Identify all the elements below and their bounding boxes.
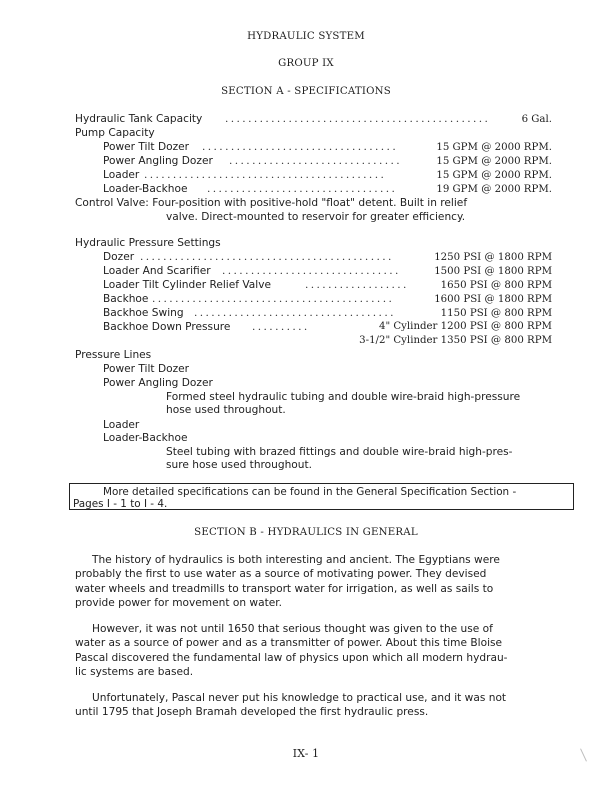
paragraph-line: water wheels and treadmills to transport water for irrigation, as well as sails to bbox=[75, 582, 494, 595]
pressure-lines-item: Power Angling Dozer bbox=[103, 377, 213, 389]
pump-item-value: 15 GPM @ 2000 RPM. bbox=[436, 156, 552, 167]
pump-item-value: 19 GPM @ 2000 RPM. bbox=[436, 184, 552, 195]
pressure-item-label: Loader And Scarifier bbox=[103, 265, 211, 277]
leader-dots: .............................................. bbox=[225, 113, 491, 125]
pump-capacity-label: Pump Capacity bbox=[75, 127, 155, 139]
paragraph-line: probably the first to use water as a source of motivating power. They devised bbox=[75, 568, 487, 581]
paragraph-line: provide power for movement on water. bbox=[75, 597, 282, 610]
pressure-item-value: 1500 PSI @ 1800 RPM bbox=[434, 266, 552, 277]
leader-dots: .................. bbox=[305, 279, 409, 291]
pressure-lines-desc: sure hose used throughout. bbox=[166, 459, 313, 471]
page-title: HYDRAULIC SYSTEM bbox=[247, 31, 365, 42]
pressure-item-value: 1250 PSI @ 1800 RPM bbox=[434, 252, 552, 263]
pressure-lines-desc: hose used throughout. bbox=[166, 404, 286, 416]
pump-item-label: Loader-Backhoe bbox=[103, 183, 188, 195]
pressure-item-label: Backhoe bbox=[103, 293, 149, 305]
tank-capacity-label: Hydraulic Tank Capacity bbox=[75, 113, 203, 125]
pressure-item-label: Backhoe Swing bbox=[103, 307, 184, 319]
specification-note-box bbox=[69, 483, 574, 510]
leader-dots: .......... bbox=[252, 321, 310, 333]
tank-capacity-value: 6 Gal. bbox=[521, 114, 552, 125]
pressure-item-value: 1650 PSI @ 800 RPM bbox=[440, 280, 552, 291]
control-valve-text-cont: valve. Direct-mounted to reservoir for greater efficiency. bbox=[166, 211, 466, 223]
note-text-pages: Pages I - 1 to I - 4. bbox=[73, 498, 168, 510]
leader-dots: ............................... bbox=[222, 265, 401, 277]
control-valve-text: Control Valve: Four-position with positive-hold "float" detent. Built in relief bbox=[75, 197, 468, 209]
paragraph-line: Unfortunately, Pascal never put his knowledge to practical use, and it was not bbox=[92, 692, 507, 704]
pump-item-label: Power Tilt Dozer bbox=[103, 141, 190, 153]
down-pressure-value: 3-1/2" Cylinder 1350 PSI @ 800 RPM bbox=[359, 335, 552, 346]
pump-item-value: 15 GPM @ 2000 RPM. bbox=[436, 170, 552, 181]
down-pressure-value: 4" Cylinder 1200 PSI @ 800 RPM bbox=[378, 321, 552, 332]
pump-item-value: 15 GPM @ 2000 RPM. bbox=[436, 142, 552, 153]
pressure-item-label: Loader Tilt Cylinder Relief Valve bbox=[103, 279, 271, 291]
page-number: IX- 1 bbox=[292, 747, 320, 760]
down-pressure-label: Backhoe Down Pressure bbox=[103, 321, 231, 333]
paragraph-line: However, it was not until 1650 that serious thought was given to the use of bbox=[92, 623, 493, 635]
leader-dots: ................................. bbox=[207, 183, 398, 195]
note-text: More detailed specifications can be found in the General Specification Section - bbox=[103, 486, 517, 498]
pressure-item-value: 1600 PSI @ 1800 RPM bbox=[434, 294, 552, 305]
paragraph-line: until 1795 that Joseph Bramah developed the first hydraulic press. bbox=[75, 706, 429, 719]
section-a-heading: SECTION A - SPECIFICATIONS bbox=[221, 86, 391, 97]
section-b-heading: SECTION B - HYDRAULICS IN GENERAL bbox=[194, 527, 418, 538]
leader-dots: .................................. bbox=[202, 141, 399, 153]
leader-dots: ............................................ bbox=[140, 251, 394, 263]
pressure-lines-desc: Steel tubing with brazed fittings and double wire-braid high-pres- bbox=[166, 446, 513, 458]
pressure-lines-label: Pressure Lines bbox=[75, 349, 152, 361]
pump-item-label: Loader bbox=[103, 169, 140, 181]
leader-dots: .......................................... bbox=[152, 293, 395, 305]
pressure-settings-label: Hydraulic Pressure Settings bbox=[75, 237, 221, 249]
paragraph-history bbox=[75, 553, 553, 611]
pressure-lines-item: Loader-Backhoe bbox=[103, 432, 188, 444]
paragraph-line: lic systems are based. bbox=[75, 666, 194, 679]
paragraph-bramah bbox=[75, 691, 553, 720]
pressure-item-value: 1150 PSI @ 800 RPM bbox=[440, 308, 552, 319]
pump-item-label: Power Angling Dozer bbox=[103, 155, 213, 167]
pressure-lines-desc: Formed steel hydraulic tubing and double wire-braid high-pressure bbox=[166, 391, 521, 403]
group-heading: GROUP IX bbox=[278, 58, 334, 69]
leader-dots: .............................. bbox=[229, 155, 403, 167]
paragraph-line: Pascal discovered the fundamental law of physics upon which all modern hydrau- bbox=[75, 651, 508, 664]
pressure-lines-item: Power Tilt Dozer bbox=[103, 363, 190, 375]
leader-dots: ................................... bbox=[194, 307, 396, 319]
paragraph-pascal bbox=[75, 622, 553, 680]
paragraph-line: The history of hydraulics is both interesting and ancient. The Egyptians were bbox=[92, 554, 500, 566]
leader-dots: .......................................... bbox=[144, 169, 387, 181]
pressure-item-label: Dozer bbox=[103, 251, 135, 263]
pressure-lines-item: Loader bbox=[103, 419, 140, 431]
paragraph-line: water as a source of power and as a transmitter of power. About this time Bloise bbox=[75, 637, 503, 650]
